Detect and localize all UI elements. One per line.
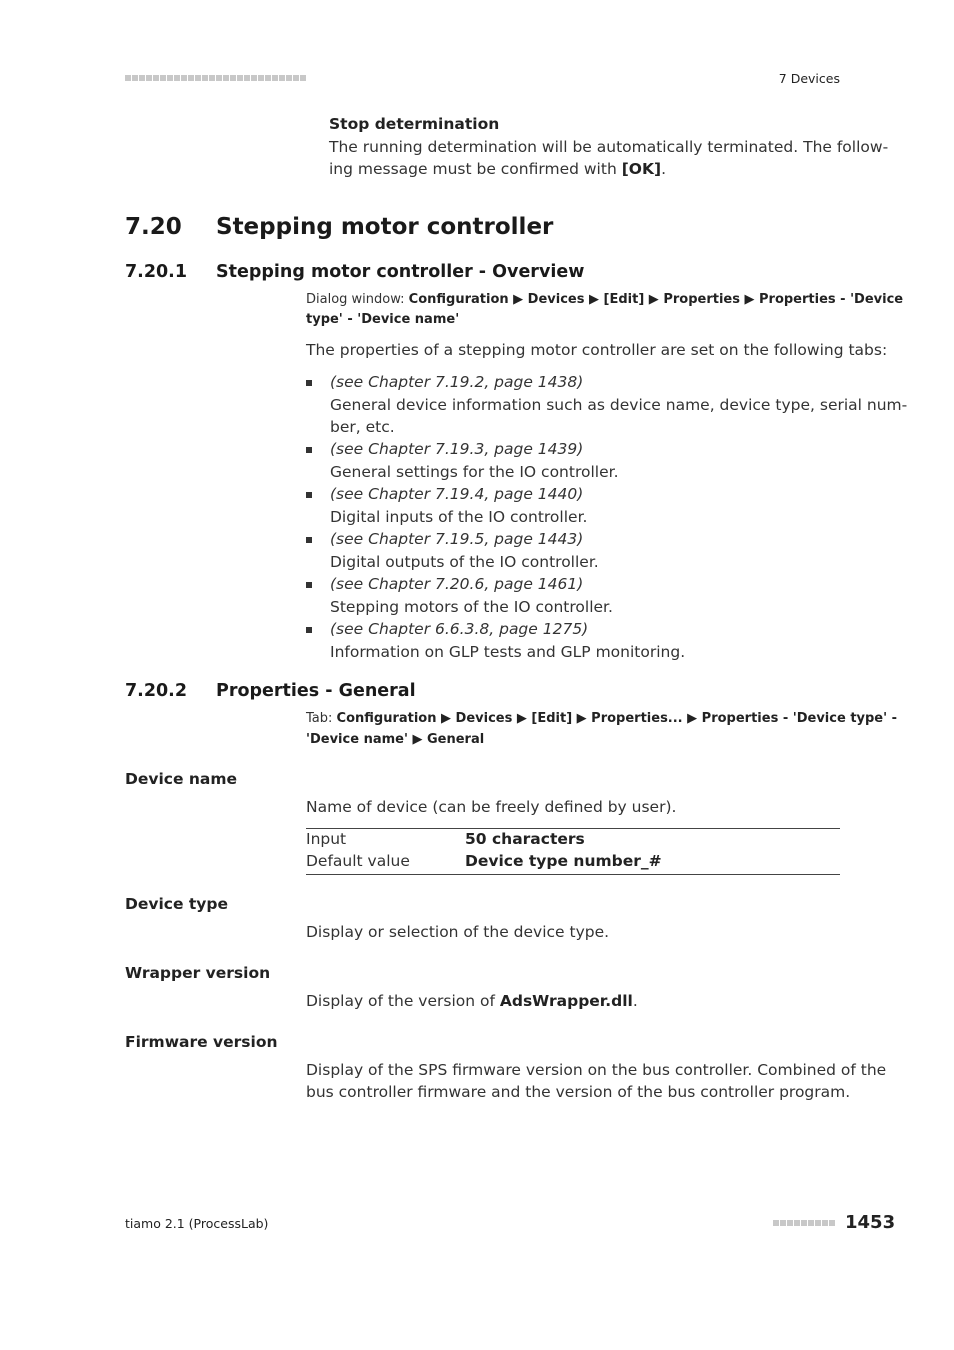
section-number: 7.20 bbox=[125, 214, 182, 240]
chapter-link[interactable]: (see Chapter 7.19.2, page 1438) bbox=[330, 373, 584, 391]
wrapper-desc-c: . bbox=[632, 992, 638, 1010]
overview-path-line-2: type' - 'Device name' bbox=[306, 311, 460, 327]
ok-label: [OK] bbox=[621, 160, 662, 178]
chapter-link[interactable]: (see Chapter 7.20.6, page 1461) bbox=[330, 575, 584, 593]
bullet-icon bbox=[306, 582, 312, 588]
section-title: Stepping motor controller bbox=[216, 214, 554, 240]
bullet-icon bbox=[306, 492, 312, 498]
general-number: 7.20.2 bbox=[125, 681, 188, 701]
list-item bbox=[306, 371, 908, 439]
wrapper-dll-name: AdsWrapper.dll bbox=[499, 992, 633, 1010]
overview-intro: The properties of a stepping motor controller are set on the following tabs: bbox=[306, 341, 888, 359]
general-title: Properties - General bbox=[216, 681, 416, 701]
overview-number: 7.20.1 bbox=[125, 262, 188, 282]
table-key: Default value bbox=[306, 852, 410, 870]
overview-path bbox=[306, 290, 904, 329]
general-heading bbox=[125, 681, 825, 705]
wrapper-version-desc bbox=[306, 990, 638, 1013]
bullet-icon bbox=[306, 380, 312, 386]
section-heading bbox=[125, 214, 825, 244]
header-decoration bbox=[125, 75, 306, 81]
bullet-icon bbox=[306, 537, 312, 543]
stop-text-2c: . bbox=[661, 160, 666, 178]
firmware-desc-2: bus controller firmware and the version of the bus controller program. bbox=[306, 1083, 851, 1101]
stop-text-1: The running determination will be automatically terminated. The follow- bbox=[329, 138, 889, 156]
chapter-link[interactable]: (see Chapter 7.19.4, page 1440) bbox=[330, 485, 584, 503]
firmware-version-label: Firmware version bbox=[125, 1033, 278, 1051]
device-name-desc: Name of device (can be freely defined by user). bbox=[306, 798, 677, 816]
table-value: Device type number_# bbox=[465, 852, 662, 870]
bullet-icon bbox=[306, 447, 312, 453]
chapter-link[interactable]: (see Chapter 7.19.5, page 1443) bbox=[330, 530, 584, 548]
wrapper-version-label: Wrapper version bbox=[125, 964, 271, 982]
table-key: Input bbox=[306, 830, 347, 848]
list-item-desc-cont: ber, etc. bbox=[330, 418, 395, 436]
list-item-desc: General settings for the IO controller. bbox=[330, 462, 619, 481]
list-item bbox=[306, 438, 846, 483]
list-item bbox=[306, 573, 846, 618]
table-value: 50 characters bbox=[465, 830, 585, 848]
general-path-line-1: Configuration ▶ Devices ▶ [Edit] ▶ Properties... ▶ Properties - 'Device type' - bbox=[336, 711, 898, 726]
overview-path-line-1: Configuration ▶ Devices ▶ [Edit] ▶ Properties ▶ Properties - 'Device bbox=[408, 292, 904, 307]
device-name-label: Device name bbox=[125, 770, 238, 788]
list-item-desc: Information on GLP tests and GLP monitoring. bbox=[330, 642, 686, 661]
bullet-icon bbox=[306, 627, 312, 633]
list-item-desc: Stepping motors of the IO controller. bbox=[330, 597, 613, 616]
page-number: 1453 bbox=[845, 1212, 896, 1233]
wrapper-desc-a: Display of the version of bbox=[306, 992, 500, 1010]
list-item-desc: Digital outputs of the IO controller. bbox=[330, 552, 599, 571]
stop-text-2 bbox=[329, 158, 666, 181]
device-type-desc: Display or selection of the device type. bbox=[306, 923, 610, 941]
chapter-link[interactable]: (see Chapter 7.19.3, page 1439) bbox=[330, 440, 584, 458]
footer-decoration bbox=[773, 1220, 835, 1226]
chapter-link[interactable]: (see Chapter 6.6.3.8, page 1275) bbox=[330, 620, 589, 638]
device-type-label: Device type bbox=[125, 895, 229, 913]
list-item-desc: Digital inputs of the IO controller. bbox=[330, 507, 588, 526]
general-path-line-2: 'Device name' ▶ General bbox=[306, 731, 485, 747]
footer-product: tiamo 2.1 (ProcessLab) bbox=[125, 1216, 269, 1231]
stop-text-2a: ing message must be confirmed with bbox=[329, 160, 622, 178]
general-path-prefix: Tab: bbox=[306, 711, 337, 726]
firmware-desc-1: Display of the SPS firmware version on the bus controller. Combined of the bbox=[306, 1061, 887, 1079]
overview-heading bbox=[125, 262, 825, 286]
list-item bbox=[306, 618, 846, 663]
stop-title: Stop determination bbox=[329, 115, 500, 133]
overview-path-prefix: Dialog window: bbox=[306, 292, 409, 307]
list-item bbox=[306, 483, 846, 528]
list-item-desc: General device information such as device name, device type, serial num- bbox=[330, 395, 908, 414]
header-chapter: 7 Devices bbox=[778, 71, 840, 86]
overview-title: Stepping motor controller - Overview bbox=[216, 262, 585, 282]
table-bottom-rule bbox=[306, 874, 840, 875]
list-item bbox=[306, 528, 846, 573]
table-top-rule bbox=[306, 828, 840, 829]
general-path bbox=[306, 709, 898, 749]
